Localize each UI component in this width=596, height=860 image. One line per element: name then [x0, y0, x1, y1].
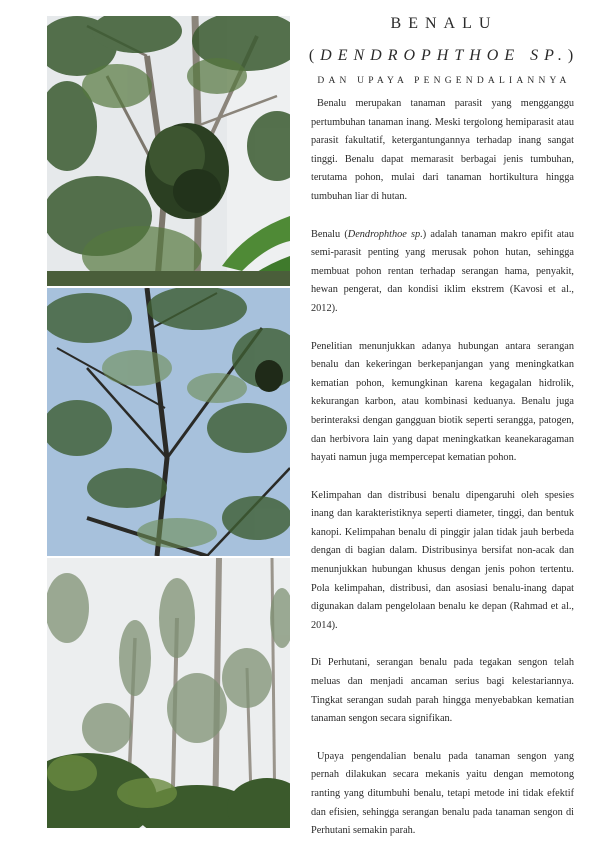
paragraph-2 [311, 226, 574, 319]
article-body [311, 95, 574, 860]
paragraph-3: Penelitian menunjukkan adanya hubungan antara serangan benalu dan kekeringan berkepanjangan yang meningkatkan kematian pohon, kemungkinan karena kegagalan hidrolik, kekurangan karbon, atau kombinasi keduanya. Benalu juga berinteraksi dengan gangguan biotik seperti serangga, patogen, dan herbivora lain yang dapat meningkatkan keanekaragaman hayati namun juga mempercepat kematian pohon. [311, 340, 574, 464]
page-title-species [300, 46, 588, 66]
page-title: BENALU [390, 15, 498, 32]
paragraph-1: Benalu merupakan tanaman parasit yang mengganggu pertumbuhan tanaman inang. Meski tergolong hemiparasit atau parasit fakultatif, ketergantungannya terhadap inang sangat tinggi. Benalu dapat memarasit berbagai jenis tumbuhan, terutama pohon, mulai dari tanaman hortikultura hingga tumbuhan liar di hutan. [311, 98, 574, 202]
title-open-paren: ( [308, 47, 321, 64]
species-name-italic: Dendrophthoe sp. [347, 228, 423, 240]
paragraph-4: Kelimpahan dan distribusi benalu dipengaruhi oleh spesies inang dan karakteristiknya seperti diameter, tinggi, dan bentuk kanopi. Kelimpahan benalu di pinggir jalan tidak jauh berbeda dengan di bagian dalam. Distribusinya bersifat non-acak dan menunjukkan hubungan khusus dengan jenis pohon tertentu. Pola kelimpahan, distribusi, dan asosiasi benalu-inang dapat digunakan dalam pengelolaan benalu ke depan (Rahmad et al., 2014). [311, 489, 574, 631]
photo-tree-mistletoe-clump [47, 16, 290, 286]
paragraph-2-start: Benalu ( [311, 228, 348, 240]
paragraph-5: Di Perhutani, serangan benalu pada tegakan sengon telah meluas dan menjadi ancaman serius bagi kelestariannya. Tingkat serangan sudah parah hingga menyebabkan kematian tanaman sengon secara signifikan. [311, 657, 574, 725]
paragraph-6: Upaya pengendalian benalu pada tanaman sengon yang pernah dilakukan secara mekanis yaitu dengan memotong ranting yang ditumbuhi benalu, tetapi metode ini tidak efektif dan efisien, sehingga serangan benalu pada tanaman sengon di Perhutani semakin parah. [311, 750, 574, 837]
title-species-name: DENDROPHTHOE SP. [320, 47, 568, 64]
title-close-paren: ) [567, 47, 580, 64]
title-block [300, 14, 588, 88]
photo-sengon-stand [47, 558, 290, 828]
paragraph-2-rest: ) adalah tanaman makro epifit atau semi-parasit penting yang merusak pohon hutan, sehingga membuat pohon rentan terhadap serangan hama, penyakit, hewan pengerat, dan kondisi iklim ekstrem (Kavosi et al., 2012). [311, 228, 575, 314]
page-subtitle: DAN UPAYA PENGENDALIANNYA [317, 76, 571, 86]
photo-sengon-canopy-blue-sky [47, 288, 290, 556]
